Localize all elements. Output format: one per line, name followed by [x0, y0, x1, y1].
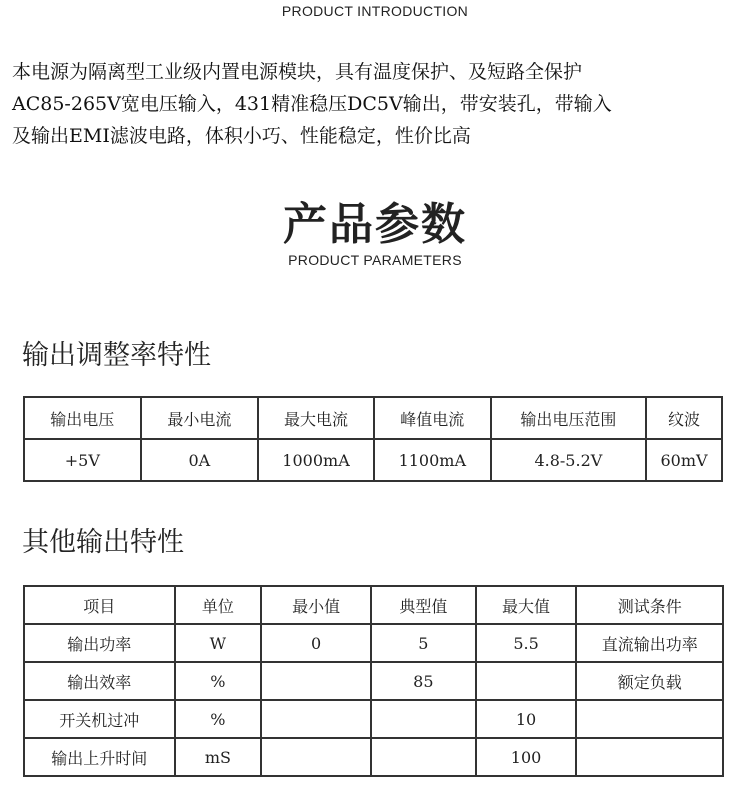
intro-line: AC85-265V宽电压输入，431精准稳压DC5V输出，带安装孔，带输入	[12, 93, 612, 115]
table-cell: 直流输出功率	[576, 624, 723, 662]
table-cell: 输出功率	[24, 624, 175, 662]
table-cell	[371, 738, 476, 776]
table-header-row	[24, 397, 722, 439]
table-cell: 1000mA	[258, 439, 374, 481]
table-cell: 额定负载	[576, 662, 723, 700]
table-cell: mS	[175, 738, 262, 776]
table-row	[24, 439, 722, 481]
table-cell	[261, 738, 371, 776]
header-cell: 最小值	[261, 586, 371, 624]
table-cell	[476, 662, 577, 700]
table-cell: 60mV	[646, 439, 722, 481]
table-cell: 5.5	[476, 624, 577, 662]
header-cell: 项目	[24, 586, 175, 624]
table-cell: 0	[261, 624, 371, 662]
header-cell: 最大电流	[258, 397, 374, 439]
table-cell: 开关机过冲	[24, 700, 175, 738]
table-cell: 输出上升时间	[24, 738, 175, 776]
table-cell: %	[175, 700, 262, 738]
table-cell	[576, 700, 723, 738]
params-subtitle: PRODUCT PARAMETERS	[288, 252, 462, 268]
table-cell	[261, 700, 371, 738]
table-row	[24, 700, 723, 738]
params-title: 产品参数	[283, 199, 467, 250]
header-cell: 测试条件	[576, 586, 723, 624]
table-cell: 100	[476, 738, 577, 776]
table-cell	[261, 662, 371, 700]
table-cell: 10	[476, 700, 577, 738]
header-cell: 输出电压范围	[491, 397, 646, 439]
intro-label: PRODUCT INTRODUCTION	[281, 3, 469, 19]
table-cell: W	[175, 624, 262, 662]
table-cell: 输出效率	[24, 662, 175, 700]
regulation-heading: 输出调整率特性	[22, 340, 211, 371]
table-cell: %	[175, 662, 262, 700]
table-cell: 85	[371, 662, 476, 700]
header-cell: 单位	[175, 586, 262, 624]
table-cell	[371, 700, 476, 738]
intro-line: 及输出EMI滤波电路，体积小巧、性能稳定，性价比高	[12, 125, 471, 147]
table-cell: 4.8-5.2V	[491, 439, 646, 481]
table-row	[24, 624, 723, 662]
table-cell: 0A	[141, 439, 259, 481]
header-cell: 峰值电流	[374, 397, 491, 439]
header-cell: 最大值	[476, 586, 577, 624]
other-heading: 其他输出特性	[22, 527, 184, 558]
table-row	[24, 738, 723, 776]
table-cell: +5V	[24, 439, 141, 481]
header-cell: 典型值	[371, 586, 476, 624]
table-cell	[576, 738, 723, 776]
other-characteristics-table	[23, 585, 724, 777]
header-cell: 纹波	[646, 397, 722, 439]
table-cell: 1100mA	[374, 439, 491, 481]
header-cell: 最小电流	[141, 397, 259, 439]
intro-line: 本电源为隔离型工业级内置电源模块，具有温度保护、及短路全保护	[12, 61, 583, 83]
table-header-row	[24, 586, 723, 624]
intro-paragraph	[12, 56, 742, 152]
table-cell: 5	[371, 624, 476, 662]
header-cell: 输出电压	[24, 397, 141, 439]
table-row	[24, 662, 723, 700]
regulation-table	[23, 396, 723, 482]
